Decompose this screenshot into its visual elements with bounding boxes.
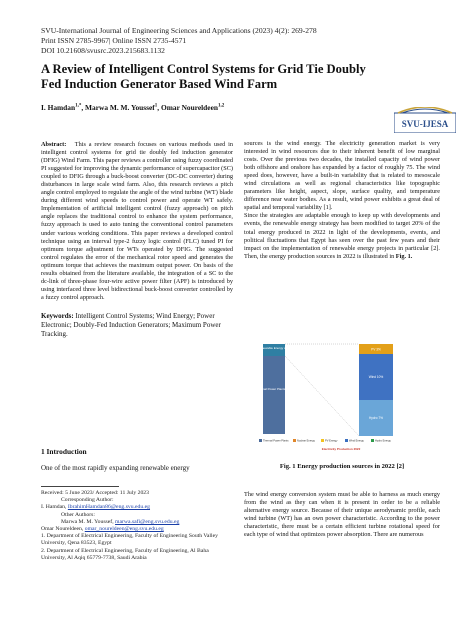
author-2-affiliation: 1 [154, 103, 158, 109]
corresponding-name: I. Hamdan, [41, 504, 68, 511]
legend-swatch-thermal [259, 439, 262, 442]
pv-label: PV 3% [371, 347, 381, 352]
figure-caption: Fig. 1 Energy production sources in 2022 [2] [279, 463, 405, 470]
other-author-2-email-link[interactable]: omar_noureldeen@eng.svu.edu.eg [84, 526, 164, 533]
author-2: Marwa M. M. Youssef [85, 103, 155, 112]
legend-wind: Wind Energy [349, 439, 364, 443]
figure-legend [259, 439, 392, 443]
wind-label: Wind 10% [368, 375, 384, 379]
figure-reference-link[interactable]: Fig. 1. [395, 252, 413, 260]
journal-header-line2: Print ISSN 2785-9967| Online ISSN 2735-4571 [41, 36, 187, 45]
keywords [41, 312, 233, 339]
affiliation-1: 1. Department of Electrical Engineering, Faculty of Engineering South Valley University, Qena 83523, Egypt [41, 533, 218, 547]
journal-logo-text: SVU-IJESA [401, 119, 449, 129]
thermal-label: Thermal Power Plants 80% [255, 387, 293, 391]
other-author-1 [41, 519, 233, 526]
corresponding-label: Corresponding Author: [61, 497, 114, 504]
footnote-rule [41, 486, 119, 487]
left-column [41, 141, 233, 339]
section-heading-introduction: 1 Introduction [41, 447, 87, 456]
paragraph-strategy [244, 212, 440, 260]
paper-title: A Review of Intelligent Control Systems for Grid Tie Doubly Fed Induction Generator Based Wind Farm [41, 62, 366, 91]
other-authors-label: Other Authors: [61, 511, 95, 518]
legend-hydro: Hydro Energy [375, 439, 391, 443]
legend-thermal: Thermal Power Plants [263, 439, 289, 443]
hydro-label: Hydro 7% [369, 416, 383, 420]
other-author-2-name: Omar Noureldeen, [41, 526, 85, 533]
journal-header-line1: SVU-International Journal of Engineering Sciences and Applications (2023) 4(2): 269-278 [41, 26, 317, 35]
connector-bottom [285, 356, 359, 436]
journal-header-line3: DOI 10.21608/svusrc.2023.215683.1132 [41, 46, 165, 55]
other-author-1-email-link[interactable]: marwa.safi@eng.svu.edu.eg [115, 518, 180, 525]
right-column-top [244, 140, 440, 261]
abstract-label: Abstract: [41, 141, 67, 148]
footnote [41, 490, 233, 562]
author-1-affiliation: 1,* [75, 103, 82, 109]
paragraph-wind-intro: sources is the wind energy. The electricity generation market is very interested in wind resources due to their inherent benefit of low marginal costs. Over the previous two decades, the installed capacity of wind power both offshore and onshore has expanded by a factor of roughly 75. The wind speed does, however, have a built-in variability that is related to mesoscale wind circulations as well as regional characteristics like topographic parameters like height, aspect, slope, surface quality, and temperature difference near water bodies. As a result, wind power exhibits a great deal of spatial and temporal variability [1]. [244, 140, 440, 212]
legend-swatch-nuclear [293, 439, 296, 442]
author-3-affiliation: 1,2 [217, 103, 225, 109]
other-author-1-name: Marwa M. M. Youssef, [61, 518, 116, 525]
journal-logo [394, 107, 456, 133]
received-dates: Received: 5 June 2023/ Accepted: 11 July 2023 [41, 490, 149, 496]
renewable-energy-label: Renewable Energy 20% [257, 346, 291, 350]
legend-swatch-hydro [371, 439, 374, 442]
keywords-label: Keywords: [41, 311, 74, 320]
thermal-bar [263, 356, 285, 434]
keywords-text: Intelligent Control Systems; Wind Energy; Power Electronic; Doubly-Fed Induction Generators; Maximum Power Tracking. [41, 311, 221, 338]
legend-swatch-pv [321, 439, 324, 442]
author-1: I. Hamdan [41, 103, 76, 112]
author-3: Omar Noureldeen [160, 103, 218, 112]
corresponding-email-link[interactable]: IbrahimHamdan86@eng.svu.edu.eg [67, 504, 151, 511]
abstract [41, 141, 233, 302]
right-column-bottom [244, 491, 440, 539]
abstract-text: This a review research focuses on various methods used in intelligent control systems for grid tie doubly fed induction generator (DFIG) Wind Farm. This paper reviews a controller using fuzzy coordinated PI suggested for improving the dynamic performance of supercapacitor (SC) coupled to DFIG through a buck-boost converter (DC-DC converter) during disturbances in large scale wind farm. Also, this research reviews a pitch angle control employed to regulate the angle of the wind turbine (WT) blade during different wind speeds to control power and operate WT safely. Implementation of artificial intelligent control (fuzzy approach) on pitch angle replaces the traditional control to enhance the system performance, fuzzy approach is used to auto tuning the conventional control parameters under various working conditions. This paper reviews a developed control technique using an interval type-2 fuzzy logic control (FLC) tuned PI for optimum torque adjustment for WTs operated by DFIG. The suggested control regulates the error of the mechanical rotor speed and generates the optimum torque that achieves the maximum output power. On basis of the results obtained from the literature available, the integration of a SC to the dc-link of three-phase four-wire active power filter (APF) is introduced by using interfaced three level bidirectional buck-boost converter controlled by a fuzzy control approach. [41, 141, 233, 301]
introduction-text: One of the most rapidly expanding renewable energy [41, 464, 190, 472]
figure-chart-title: Electricity Production 2022 [321, 447, 361, 451]
legend-swatch-wind [345, 439, 348, 442]
paragraph-conversion-system: The wind energy conversion system must be able to harness as much energy from the wind as they can when it is present in order to be a reliable alternative energy source. Because of their unique aerodynamic profile, each wind turbine (WT) has an own power characteristic. According to the power characteristic, there must be a certain efficient turbine rotational speed for each type of wind that optimizes power absorption. There are numerous [244, 491, 440, 539]
affiliation-2: 2. Department of Electrical Engineering, Faculty of Engineering, Al Baha University, Al Aqiq 65779-7738, Saudi Arabia [41, 547, 209, 561]
journal-header [41, 26, 441, 56]
energy-production-figure [255, 338, 427, 455]
author-list: I. Hamdan$^{1,*}$, Marwa M. M. Youssef$^1$, Omar Noureldeen$^{1,2}$ [41, 103, 225, 112]
paragraph-strategy-text: Since the strategies are adaptable enough to keep up with developments and events, the renewable energy strategy has been modified to target 20% of the total energy produced in 2022 in light of the developments, events, and political fluctuations that Egypt has seen over the past few years and their impact on the implementation of renewable energy projects in particular [2]. Then, the energy production sources in 2022 is illustrated in [244, 212, 440, 260]
legend-pv: PV Energy [325, 439, 338, 443]
legend-nuclear: Nuclear Energy [297, 439, 315, 443]
corresponding-author [41, 504, 233, 511]
